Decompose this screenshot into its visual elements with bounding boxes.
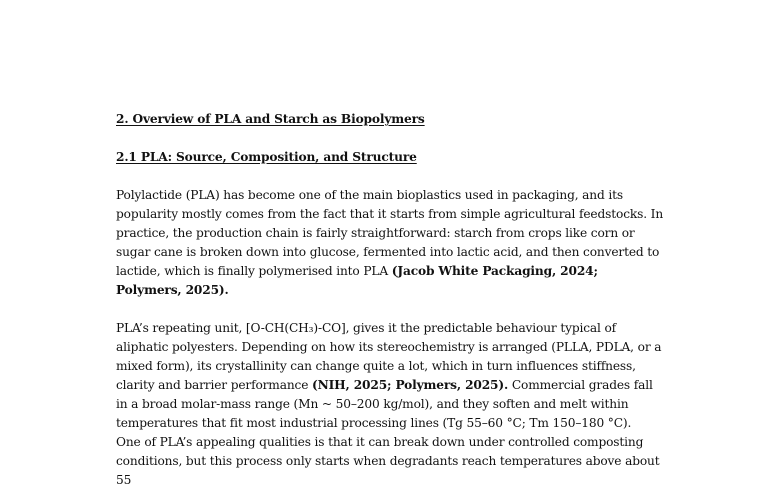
paragraph-pla-structure	[116, 319, 666, 433]
citation: (NIH, 2025; Polymers, 2025).	[312, 378, 509, 392]
paragraph-pla-production	[116, 186, 666, 300]
paragraph-text: Commercial grades fall in a broad molar-mass range (Mn ~ 50–200 kg/mol), and they soften and melt within temperatures that fit most industrial processing lines (Tg 55–60 °C; Tm 150–180 °C).	[116, 378, 653, 430]
citation: (Jacob White Packaging, 2024; Polymers, 2025).	[116, 264, 598, 297]
subsection-heading: 2.1 PLA: Source, Composition, and Structure	[116, 150, 417, 164]
paragraph-text: Polylactide (PLA) has become one of the main bioplastics used in packaging, and its popularity mostly comes from the fact that it starts from simple agricultural feedstocks. In practice, the production chain is fairly straightforward: starch from crops like corn or sugar cane is broken down into glucose, fermented into lactic acid, and then converted to lactide, which is finally polymerised into PLA	[116, 188, 664, 278]
document-body	[116, 110, 666, 490]
paragraph-pla-composting: One of PLA’s appealing qualities is that it can break down under controlled composting conditions, but this process only starts when degradants reach temperatures above about 55	[116, 435, 660, 487]
paragraph-text: PLA’s repeating unit, [O-CH(CH₃)-CO], gives it the predictable behaviour typical of aliphatic polyesters. Depending on how its stereochemistry is arranged (PLLA, PDLA, or a mixed form), its crystallinity can change quite a lot, which in turn influences stiffness, clarity and barrier performance	[116, 321, 662, 392]
section-heading: 2. Overview of PLA and Starch as Biopolymers	[116, 112, 425, 126]
